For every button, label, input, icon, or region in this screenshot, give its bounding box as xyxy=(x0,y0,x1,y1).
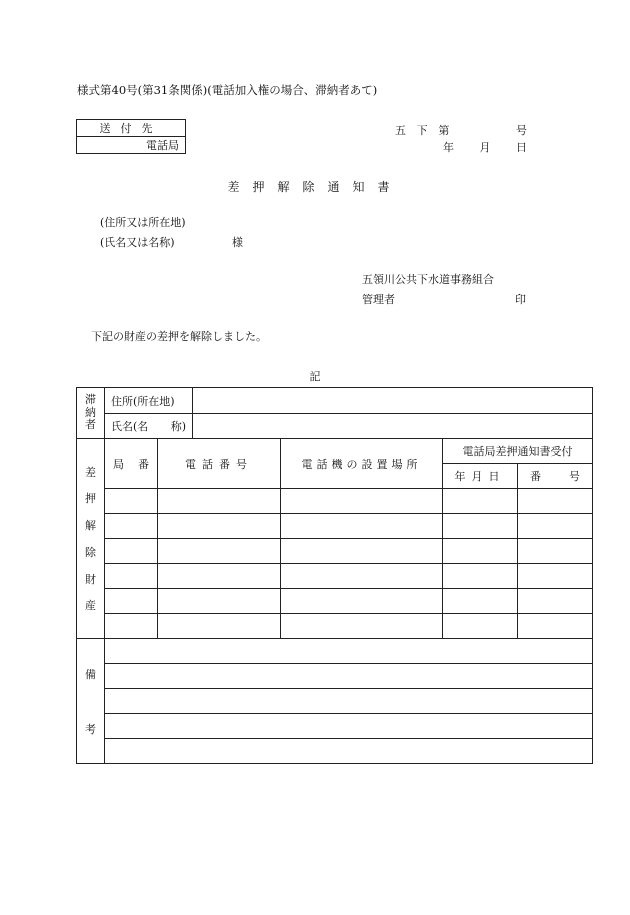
doc-number-go: 号 xyxy=(515,124,527,137)
issuer-organization: 五領川公共下水道事務組合 xyxy=(362,273,494,286)
property-table xyxy=(76,387,593,764)
table-cell[interactable] xyxy=(105,539,158,564)
table-cell[interactable] xyxy=(281,614,443,639)
doc-date-month: 月 xyxy=(479,141,491,154)
table-cell[interactable] xyxy=(281,564,443,589)
table-cell[interactable] xyxy=(158,589,281,614)
delinquent-label: 滞 納 者 xyxy=(77,388,105,439)
col-station: 局 番 xyxy=(105,439,158,489)
remarks-line[interactable] xyxy=(105,664,593,689)
issuer-seal: 印 xyxy=(515,293,526,306)
table-row xyxy=(77,564,593,589)
doc-number-dai: 第 xyxy=(438,124,450,137)
table-cell[interactable] xyxy=(158,564,281,589)
table-cell[interactable] xyxy=(158,514,281,539)
address-label: 住所(所在地) xyxy=(105,388,193,414)
ki-heading: 記 xyxy=(309,370,321,383)
table-cell[interactable] xyxy=(105,489,158,514)
remarks-line[interactable] xyxy=(105,689,593,714)
table-cell[interactable] xyxy=(105,514,158,539)
table-row xyxy=(77,514,593,539)
document-number xyxy=(395,122,527,138)
remarks-line[interactable] xyxy=(105,714,593,739)
recipient-address-label: (住所又は所在地) xyxy=(100,216,186,229)
table-cell[interactable] xyxy=(443,539,518,564)
table-cell[interactable] xyxy=(158,614,281,639)
table-row xyxy=(77,589,593,614)
table-row xyxy=(77,489,593,514)
table-row xyxy=(77,539,593,564)
table-cell[interactable] xyxy=(518,489,593,514)
notice-text: 下記の財産の差押を解除しました。 xyxy=(91,330,267,343)
table-cell[interactable] xyxy=(518,589,593,614)
doc-date-day: 日 xyxy=(516,141,527,154)
doc-number-mid: 下 xyxy=(416,124,428,137)
document-date xyxy=(443,139,527,155)
address-field[interactable] xyxy=(193,388,593,414)
recipient-name-label: (氏名又は名称) xyxy=(100,236,175,249)
document-title: 差押解除通知書 xyxy=(227,180,403,194)
remarks-line[interactable] xyxy=(105,639,593,664)
table-cell[interactable] xyxy=(158,539,281,564)
property-label: 差 押 解 除 財 産 xyxy=(77,439,105,639)
table-cell[interactable] xyxy=(158,489,281,514)
name-field[interactable] xyxy=(193,414,593,439)
table-cell[interactable] xyxy=(105,614,158,639)
sender-box xyxy=(76,119,186,154)
name-label: 氏名(名 称) xyxy=(105,414,193,439)
sender-office: 電話局 xyxy=(77,137,186,154)
remarks-line[interactable] xyxy=(105,739,593,764)
col-phone: 電話番号 xyxy=(158,439,281,489)
table-cell[interactable] xyxy=(443,589,518,614)
table-cell[interactable] xyxy=(443,614,518,639)
table-cell[interactable] xyxy=(518,514,593,539)
table-cell[interactable] xyxy=(518,614,593,639)
col-location: 電話機の設置場所 xyxy=(281,439,443,489)
col-receipt: 電話局差押通知書受付 xyxy=(443,439,593,464)
remarks-label: 備 考 xyxy=(77,639,105,764)
table-cell[interactable] xyxy=(518,539,593,564)
table-cell[interactable] xyxy=(105,564,158,589)
form-title: 様式第40号(第31条関係)(電話加入権の場合、滞納者あて) xyxy=(77,83,378,97)
doc-number-prefix: 五 xyxy=(395,124,406,137)
table-cell[interactable] xyxy=(281,489,443,514)
table-cell[interactable] xyxy=(443,489,518,514)
table-cell[interactable] xyxy=(443,564,518,589)
col-number: 番 号 xyxy=(518,464,593,489)
table-row xyxy=(77,614,593,639)
issuer-manager-label: 管理者 xyxy=(362,293,395,306)
table-cell[interactable] xyxy=(281,514,443,539)
table-cell[interactable] xyxy=(518,564,593,589)
recipient-honorific: 様 xyxy=(232,236,243,249)
sender-label: 送付先 xyxy=(77,120,186,137)
table-cell[interactable] xyxy=(443,514,518,539)
doc-date-year: 年 xyxy=(443,141,454,154)
col-date: 年月日 xyxy=(443,464,518,489)
table-cell[interactable] xyxy=(281,589,443,614)
table-cell[interactable] xyxy=(105,589,158,614)
table-cell[interactable] xyxy=(281,539,443,564)
